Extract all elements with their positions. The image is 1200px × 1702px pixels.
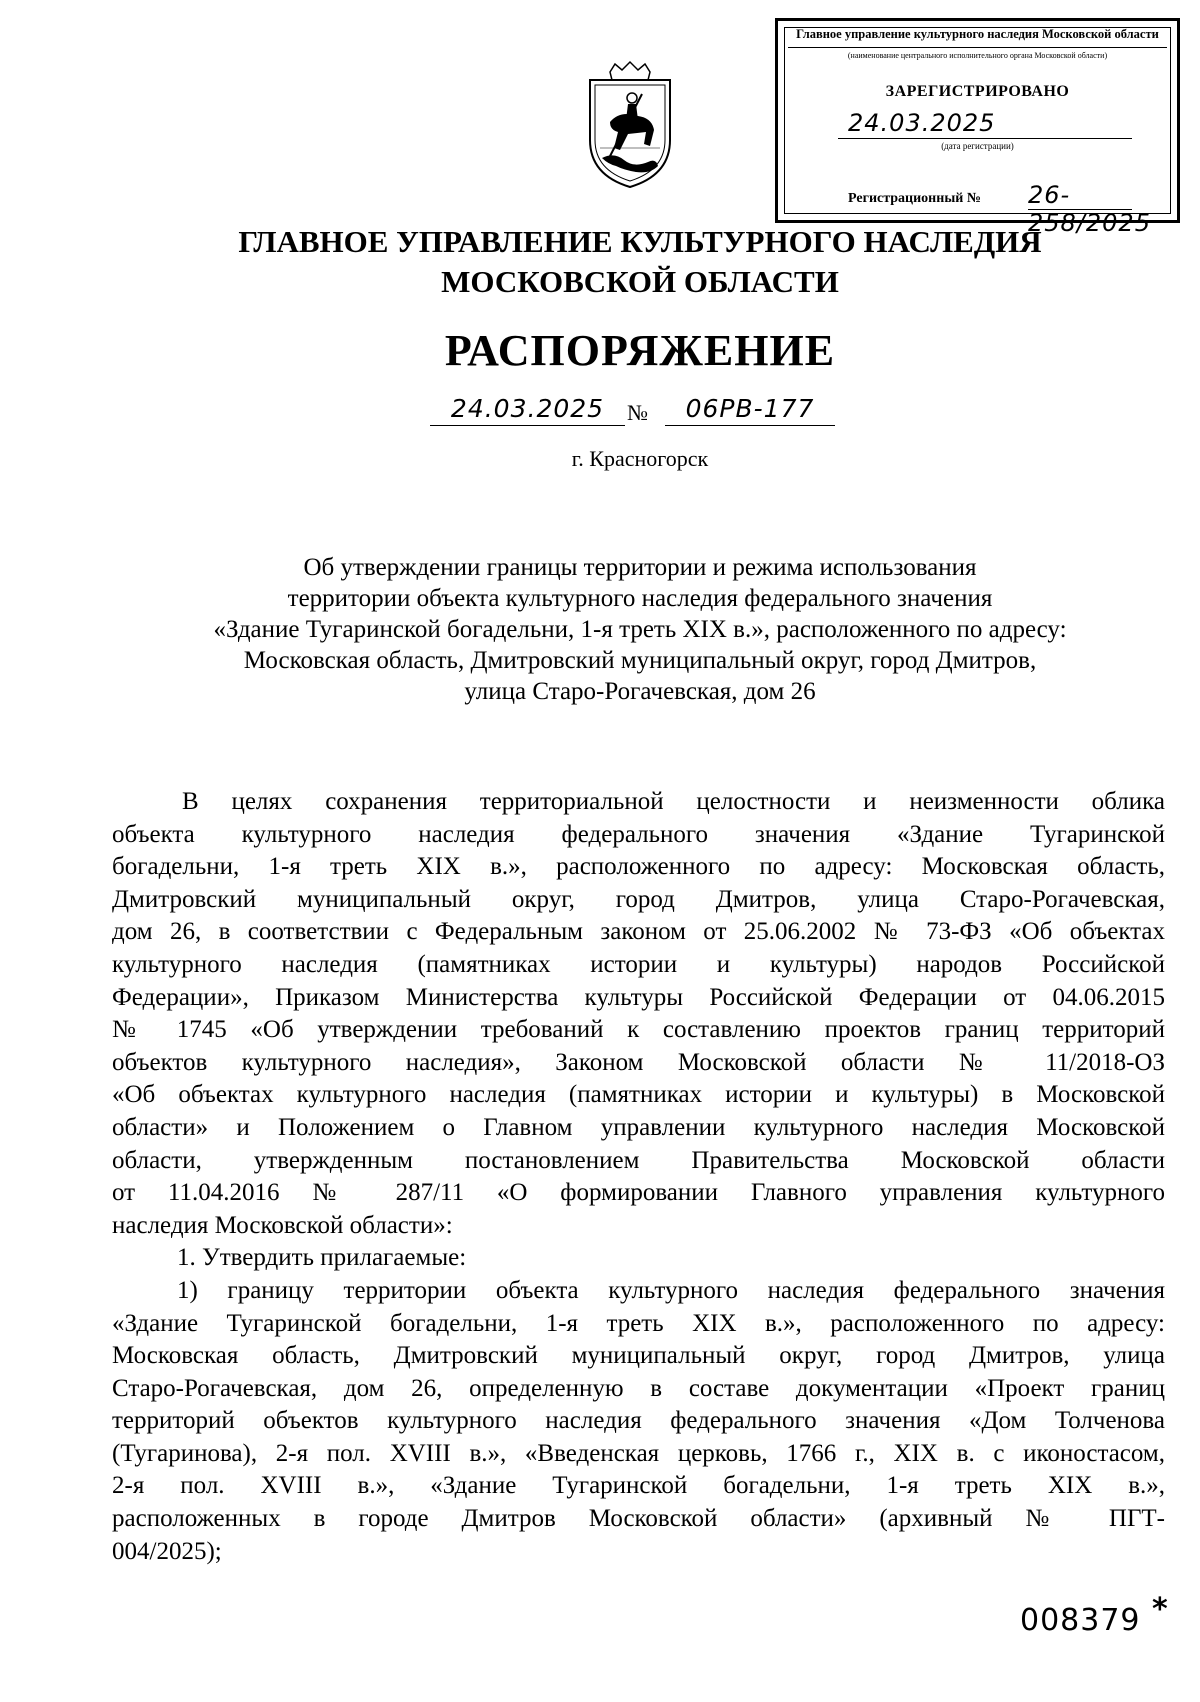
stamp-date-caption: (дата регистрации) <box>941 141 1014 151</box>
body-line: 2-я пол. XVIII в.», «Здание Тугаринской богадельни, 1-я треть XIX в.», <box>112 1472 1165 1500</box>
body-line: культурного наследия (памятниках истории и культуры) народов Российской <box>112 950 1165 978</box>
stamp-reg-number-label: Регистрационный № <box>848 191 981 206</box>
stamp-registered-label: ЗАРЕГИСТРИРОВАНО <box>885 83 1070 100</box>
body-line: (Тугаринова), 2-я пол. XVIII в.», «Введенская церковь, 1766 г., XIX в. с иконостасом, <box>112 1439 1165 1467</box>
issue-city: г. Красногорск <box>571 446 709 471</box>
stamp-org-name: Главное управление культурного наследия Московской области <box>796 27 1159 41</box>
organization-title <box>0 222 1200 302</box>
registration-stamp <box>775 18 1180 237</box>
serial-asterisk: * <box>1152 1592 1168 1627</box>
body-line: дом 26, в соответствии с Федеральным законом от 25.06.2002 № 73-ФЗ «Об объектах <box>112 918 1165 946</box>
form-serial-number: 008379 <box>1020 1603 1141 1638</box>
body-line: Старо-Рогачевская, дом 26, определенную в составе документации «Проект границ <box>112 1374 1165 1402</box>
body-line: 004/2025); <box>112 1537 222 1565</box>
stamp-registration-date: 24.03.2025 <box>848 109 996 137</box>
subject-line: Московская область, Дмитровский муниципальный округ, город Дмитров, <box>243 647 1037 674</box>
body-line: области, утвержденным постановлением Правительства Московской области <box>112 1146 1165 1174</box>
subject-line: территории объекта культурного наследия федерального значения <box>287 585 993 612</box>
document-number-underline <box>665 425 835 426</box>
stamp-org-underline <box>788 47 1167 48</box>
body-line: богадельни, 1-я треть XIX в.», расположенного по адресу: Московская область, <box>112 853 1165 881</box>
document-number: 06РВ-177 <box>685 394 815 423</box>
number-sign: № <box>627 400 648 425</box>
body-line: В целях сохранения территориальной целостности и неизменности облика <box>182 788 1165 815</box>
subject-line: улица Старо-Рогачевская, дом 26 <box>464 678 816 705</box>
body-line: области» и Положением о Главном управлении культурного наследия Московской <box>112 1113 1165 1141</box>
body-line: Дмитровский муниципальный округ, город Дмитров, улица Старо-Рогачевская, <box>112 885 1165 913</box>
stamp-reg-number: 26-258/2025 <box>1028 181 1151 237</box>
document-date-underline <box>430 425 625 426</box>
document-type: РАСПОРЯЖЕНИЕ <box>444 326 836 375</box>
body-line: 1. Утвердить прилагаемые: <box>177 1244 467 1272</box>
organization-title-line: ГЛАВНОЕ УПРАВЛЕНИЕ КУЛЬТУРНОГО НАСЛЕДИЯ <box>238 224 1042 259</box>
organization-title-line: МОСКОВСКОЙ ОБЛАСТИ <box>441 264 839 299</box>
body-line: «Об объектах культурного наследия (памятниках истории и культуры) в Московской <box>112 1081 1165 1109</box>
body-line: от 11.04.2016 № 287/11 «О формировании Главного управления культурного <box>112 1179 1165 1207</box>
body-line: 1) границу территории объекта культурного наследия федерального значения <box>177 1276 1165 1304</box>
subject-line: Об утверждении границы территории и режима использования <box>303 554 977 581</box>
stamp-org-caption: (наименование центрального исполнительного органа Московской области) <box>847 51 1108 60</box>
body-line: объекта культурного наследия федерального значения «Здание Тугаринской <box>112 820 1165 848</box>
document-body <box>112 786 1165 1568</box>
coat-of-arms-icon <box>580 60 680 190</box>
body-line: объектов культурного наследия», Законом Московской области № 11/2018-ОЗ <box>112 1048 1165 1076</box>
body-line: Московская область, Дмитровский муниципальный округ, город Дмитров, улица <box>112 1342 1165 1370</box>
body-line: «Здание Тугаринской богадельни, 1-я треть XIX в.», расположенного по адресу: <box>112 1309 1165 1337</box>
body-line: расположенных в городе Дмитров Московской области» (архивный № ПГТ- <box>112 1505 1165 1533</box>
subject-line: «Здание Тугаринской богадельни, 1-я треть XIX в.», расположенного по адресу: <box>213 616 1067 643</box>
stamp-reg-number-underline <box>1028 209 1132 210</box>
stamp-date-underline <box>838 138 1132 139</box>
body-line: Федерации», Приказом Министерства культуры Российской Федерации от 04.06.2015 <box>112 983 1165 1011</box>
document-subject <box>120 552 1160 707</box>
document-date: 24.03.2025 <box>450 394 605 423</box>
body-line: территорий объектов культурного наследия федерального значения «Дом Толченова <box>112 1407 1165 1435</box>
body-line: наследия Московской области»: <box>112 1211 453 1239</box>
body-line: № 1745 «Об утверждении требований к составлению проектов границ территорий <box>112 1016 1165 1044</box>
